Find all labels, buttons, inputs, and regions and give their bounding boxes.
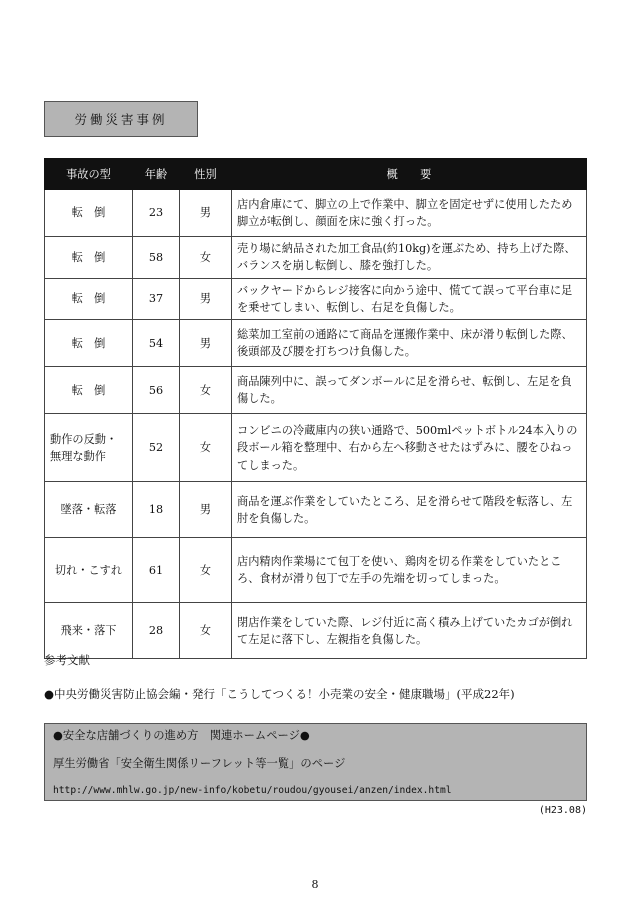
cell-sex: 女 — [180, 414, 232, 482]
cell-age: 54 — [133, 320, 180, 367]
cell-type: 飛来・落下 — [45, 603, 133, 659]
table-row — [45, 414, 587, 482]
page-number: 8 — [311, 878, 319, 891]
cell-age: 28 — [133, 603, 180, 659]
cell-age: 18 — [133, 482, 180, 538]
cell-age: 52 — [133, 414, 180, 482]
cell-type: 転 倒 — [45, 190, 133, 237]
cell-summary: 総菜加工室前の通路にて商品を運搬作業中、床が滑り転倒した際、後頭部及び腰を打ちつけ負傷した。 — [232, 320, 587, 367]
table-row — [45, 237, 587, 279]
cell-sex: 男 — [180, 482, 232, 538]
accident-cases-table — [44, 158, 587, 659]
cell-summary: コンビニの冷蔵庫内の狭い通路で、500mlペットボトル24本入りの段ボール箱を整理中、右から左へ移動させたはずみに、腰をひねってしまった。 — [232, 414, 587, 482]
header-sex: 性別 — [180, 159, 232, 190]
cell-type: 動作の反動・無理な動作 — [45, 414, 133, 482]
related-homepage-box — [44, 723, 587, 801]
cell-summary: 店内倉庫にて、脚立の上で作業中、脚立を固定せずに使用したため脚立が転倒し、顔面を床に強く打った。 — [232, 190, 587, 237]
header-summary: 概 要 — [232, 159, 587, 190]
cell-type: 転 倒 — [45, 320, 133, 367]
cell-age: 61 — [133, 538, 180, 603]
table-row — [45, 367, 587, 414]
cell-summary: 商品を運ぶ作業をしていたところ、足を滑らせて階段を転落し、左肘を負傷した。 — [232, 482, 587, 538]
table-header-row — [45, 159, 587, 190]
cell-sex: 男 — [180, 278, 232, 320]
cell-sex: 女 — [180, 237, 232, 279]
reference-item: ●中央労働災害防止協会編・発行「こうしてつくる！小売業の安全・健康職場」(平成22年) — [44, 687, 515, 701]
cell-sex: 女 — [180, 538, 232, 603]
table-row — [45, 278, 587, 320]
info-box-title: ●安全な店舗づくりの進め方 関連ホームページ● — [53, 729, 310, 742]
cell-age: 56 — [133, 367, 180, 414]
cell-type: 転 倒 — [45, 367, 133, 414]
cell-summary: バックヤードからレジ接客に向かう途中、慌てて誤って平台車に足を乗せてしまい、転倒し、右足を負傷した。 — [232, 278, 587, 320]
cell-age: 23 — [133, 190, 180, 237]
document-date: (H23.08) — [538, 805, 587, 816]
cell-age: 58 — [133, 237, 180, 279]
section-title-box — [44, 101, 198, 137]
header-type: 事故の型 — [45, 159, 133, 190]
cell-type: 墜落・転落 — [45, 482, 133, 538]
references-label: 参考文献 — [44, 653, 90, 667]
cell-summary: 店内精肉作業場にて包丁を使い、鶏肉を切る作業をしていたところ、食材が滑り包丁で左手の先端を切ってしまった。 — [232, 538, 587, 603]
cell-sex: 女 — [180, 603, 232, 659]
cell-sex: 男 — [180, 320, 232, 367]
table-row — [45, 320, 587, 367]
cell-type: 転 倒 — [45, 237, 133, 279]
cell-summary: 商品陳列中に、誤ってダンボールに足を滑らせ、転倒し、左足を負傷した。 — [232, 367, 587, 414]
table-row — [45, 538, 587, 603]
cell-summary: 売り場に納品された加工食品(約10kg)を運ぶため、持ち上げた際、バランスを崩し転倒し、膝を強打した。 — [232, 237, 587, 279]
cell-type: 転 倒 — [45, 278, 133, 320]
section-title: 労働災害事例 — [74, 112, 168, 127]
table-row — [45, 482, 587, 538]
info-box-subtitle: 厚生労働省「安全衛生関係リーフレット等一覧」のページ — [53, 757, 346, 770]
header-age: 年齢 — [133, 159, 180, 190]
table-row — [45, 603, 587, 659]
info-box-url[interactable]: http://www.mhlw.go.jp/new-info/kobetu/roudou/gyousei/anzen/index.html — [53, 785, 452, 796]
cell-type: 切れ・こすれ — [45, 538, 133, 603]
cell-age: 37 — [133, 278, 180, 320]
cell-sex: 女 — [180, 367, 232, 414]
table-row — [45, 190, 587, 237]
cell-summary: 閉店作業をしていた際、レジ付近に高く積み上げていたカゴが倒れて左足に落下し、左親指を負傷した。 — [232, 603, 587, 659]
cell-sex: 男 — [180, 190, 232, 237]
